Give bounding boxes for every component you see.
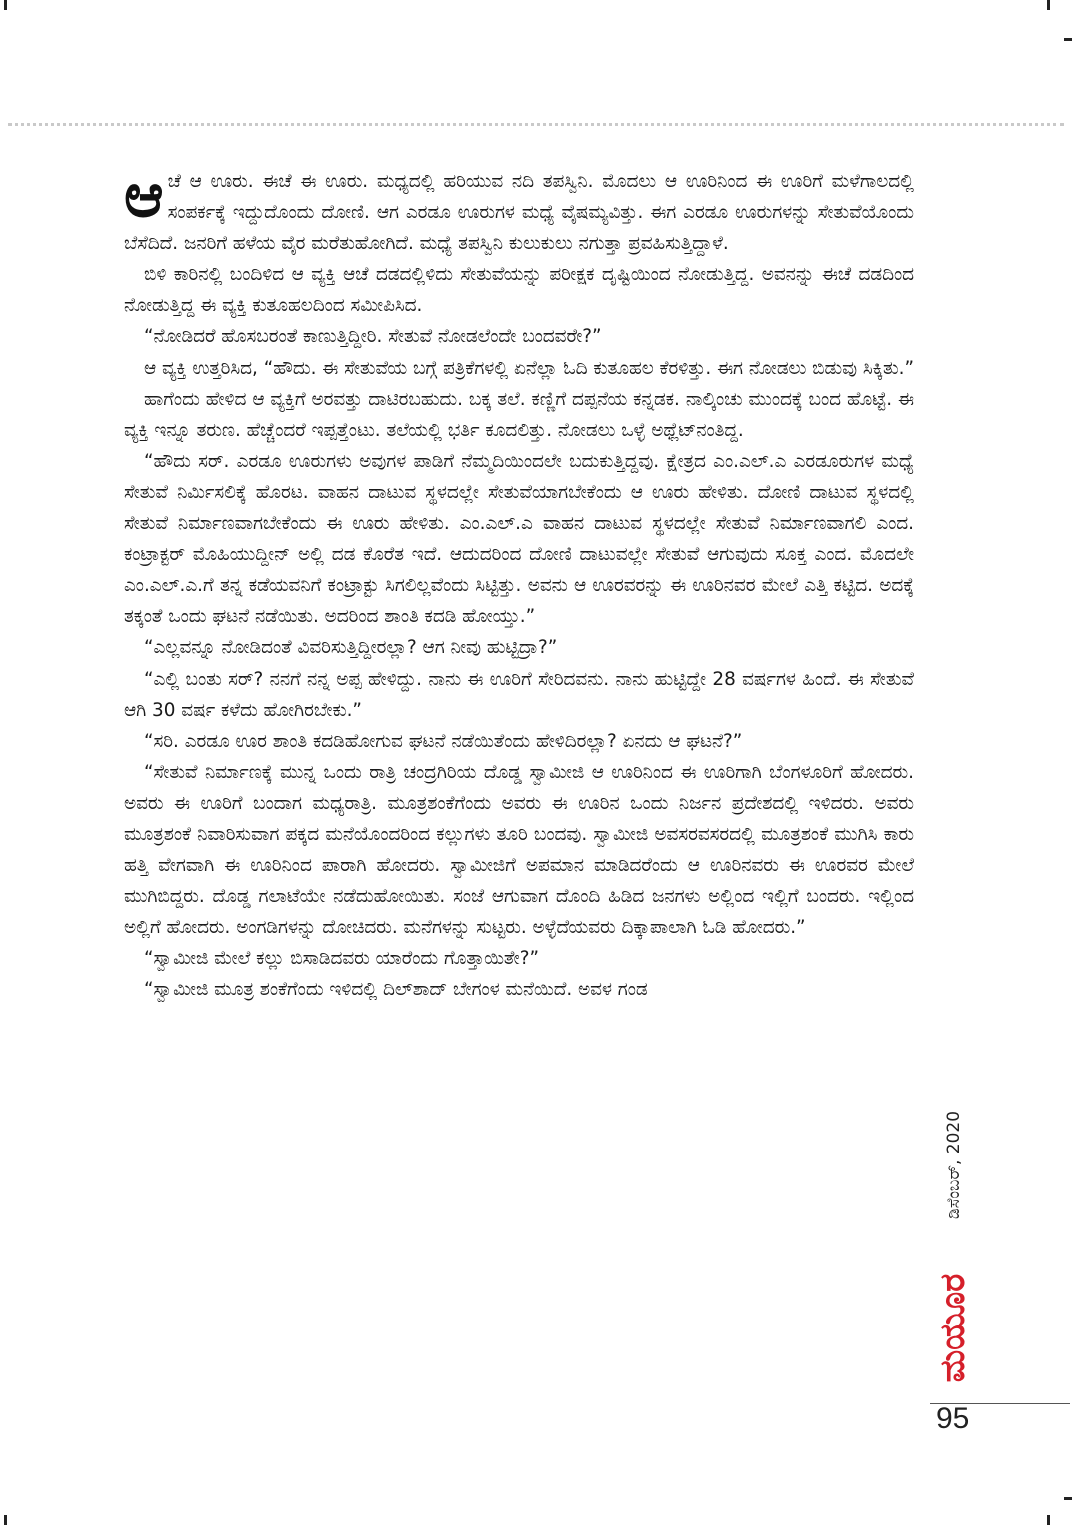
crop-mark-bottom-right (1047, 1515, 1050, 1525)
magazine-logo: ಮಯೂರ (933, 1273, 973, 1383)
article-body (124, 161, 914, 1006)
article-paragraph: “ಎಲ್ಲಿ ಬಂತು ಸರ್? ನನಗೆ ನನ್ನ ಅಪ್ಪ ಹೇಳಿದ್ದು. ನಾನು ಈ ಊರಿಗೆ ಸೇರಿದವನು. ನಾನು ಹುಟ್ಟಿದ್ದೇ 28 ವರ್ಷಗಳ ಹಿಂದೆ. ಈ ಸೇತುವೆ ಆಗಿ 30 ವರ್ಷ ಕಳೆದು ಹೋಗಿರಬೇಕು.” (124, 668, 914, 721)
crop-mark-right-lower (1064, 1497, 1072, 1500)
article-paragraph: “ಹೌದು ಸರ್. ಎರಡೂ ಊರುಗಳು ಅವುಗಳ ಪಾಡಿಗೆ ನೆಮ್ಮದಿಯಿಂದಲೇ ಬದುಕುತ್ತಿದ್ದವು. ಕ್ಷೇತ್ರದ ಎಂ.ಎಲ್.ಎ ಎರಡೂರುಗಳ ಮಧ್ಯೆ ಸೇತುವೆ ನಿರ್ಮಿಸಲಿಕ್ಕೆ ಹೊರಟ. ವಾಹನ ದಾಟುವ ಸ್ಥಳದಲ್ಲೇ ಸೇತುವೆಯಾಗಬೇಕೆಂದು ಆ ಊರು ಹೇಳಿತು. ದೋಣಿ ದಾಟುವ ಸ್ಥಳದಲ್ಲಿ ಸೇತುವೆ ನಿರ್ಮಾಣವಾಗಬೇಕೆಂದು ಈ ಊರು ಹೇಳಿತು. ಎಂ.ಎಲ್.ಎ ವಾಹನ ದಾಟುವ ಸ್ಥಳದಲ್ಲೇ ಸೇತುವೆ ನಿರ್ಮಾಣವಾಗಲಿ ಎಂದ. ಕಂಟ್ರಾಕ್ಟರ್ ಮೊಹಿಯುದ್ದೀನ್ ಅಲ್ಲಿ ದಡ ಕೊರೆತ ಇದೆ. ಆದುದರಿಂದ ದೋಣಿ ದಾಟುವಲ್ಲೇ ಸೇತುವೆ ಆಗುವುದು ಸೂಕ್ತ ಎಂದ. ಮೊದಲೇ ಎಂ.ಎಲ್.ಎ.ಗೆ ತನ್ನ ಕಡೆಯವನಿಗೆ ಕಂಟ್ರಾಕ್ಟು ಸಿಗಲಿಲ್ಲವೆಂದು ಸಿಟ್ಟಿತ್ತು. ಅವನು ಆ ಊರವರನ್ನು ಈ ಊರಿನವರ ಮೇಲೆ ಎತ್ತಿ ಕಟ್ಟಿದ. ಅದಕ್ಕೆ ತಕ್ಕಂತೆ ಒಂದು ಘಟನೆ ನಡೆಯಿತು. ಅದರಿಂದ ಶಾಂತಿ ಕದಡಿ ಹೋಯ್ತು.” (124, 450, 914, 628)
article-paragraph: ಆಚೆ ಆ ಊರು. ಈಚೆ ಈ ಊರು. ಮಧ್ಯದಲ್ಲಿ ಹರಿಯುವ ನದಿ ತಪಸ್ವಿನಿ. ಮೊದಲು ಆ ಊರಿನಿಂದ ಈ ಊರಿಗೆ ಮಳೆಗಾಲದಲ್ಲಿ ಸಂಪರ್ಕಕ್ಕೆ ಇದ್ದುದೊಂದು ದೋಣಿ. ಆಗ ಎರಡೂ ಊರುಗಳ ಮಧ್ಯೆ ವೈಷಮ್ಯವಿತ್ತು. ಈಗ ಎರಡೂ ಊರುಗಳನ್ನು ಸೇತುವೆಯೊಂದು ಬೆಸೆದಿದೆ. ಜನರಿಗೆ ಹಳೆಯ ವೈರ ಮರೆತುಹೋಗಿದೆ. ಮಧ್ಯೆ ತಪಸ್ವಿನಿ ಕುಲುಕುಲು ನಗುತ್ತಾ ಪ್ರವಹಿಸುತ್ತಿದ್ದಾಳೆ. (124, 161, 914, 255)
page-number: 95 (936, 1402, 970, 1435)
article-paragraph: “ಸೇತುವೆ ನಿರ್ಮಾಣಕ್ಕೆ ಮುನ್ನ ಒಂದು ರಾತ್ರಿ ಚಂದ್ರಗಿರಿಯ ದೊಡ್ಡ ಸ್ವಾಮೀಜಿ ಆ ಊರಿನಿಂದ ಈ ಊರಿಗಾಗಿ ಬೆಂಗಳೂರಿಗೆ ಹೋದರು. ಅವರು ಈ ಊರಿಗೆ ಬಂದಾಗ ಮಧ್ಯರಾತ್ರಿ. ಮೂತ್ರಶಂಕೆಗೆಂದು ಅವರು ಈ ಊರಿನ ಒಂದು ನಿರ್ಜನ ಪ್ರದೇಶದಲ್ಲಿ ಇಳಿದರು. ಅವರು ಮೂತ್ರಶಂಕೆ ನಿವಾರಿಸುವಾಗ ಪಕ್ಕದ ಮನೆಯೊಂದರಿಂದ ಕಲ್ಲುಗಳು ತೂರಿ ಬಂದವು. ಸ್ವಾಮೀಜಿ ಅವಸರವಸರದಲ್ಲಿ ಮೂತ್ರಶಂಕೆ ಮುಗಿಸಿ ಕಾರು ಹತ್ತಿ ವೇಗವಾಗಿ ಈ ಊರಿನಿಂದ ಪಾರಾಗಿ ಹೋದರು. ಸ್ವಾಮೀಜಿಗೆ ಅಪಮಾನ ಮಾಡಿದರೆಂದು ಆ ಊರಿನವರು ಈ ಊರವರ ಮೇಲೆ ಮುಗಿಬಿದ್ದರು. ದೊಡ್ಡ ಗಲಾಟೆಯೇ ನಡೆದುಹೋಯಿತು. ಸಂಜೆ ಆಗುವಾಗ ದೊಂದಿ ಹಿಡಿದ ಜನಗಳು ಅಲ್ಲಿಂದ ಇಲ್ಲಿಗೆ ಬಂದರು. ಇಲ್ಲಿಂದ ಅಲ್ಲಿಗೆ ಹೋದರು. ಅಂಗಡಿಗಳನ್ನು ದೋಚಿದರು. ಮನೆಗಳನ್ನು ಸುಟ್ಟರು. ಅಳ್ಳೆದೆಯವರು ದಿಕ್ಕಾಪಾಲಾಗಿ ಓಡಿ ಹೋದರು.” (124, 761, 914, 939)
crop-mark-top-right (1047, 0, 1050, 10)
article-paragraph: “ಎಲ್ಲವನ್ನೂ ನೋಡಿದಂತೆ ವಿವರಿಸುತ್ತಿದ್ದೀರಲ್ಲಾ? ಆಗ ನೀವು ಹುಟ್ಟಿದ್ರಾ?” (144, 637, 558, 659)
article-paragraph: ಬಿಳಿ ಕಾರಿನಲ್ಲಿ ಬಂದಿಳಿದ ಆ ವ್ಯಕ್ತಿ ಆಚೆ ದಡದಲ್ಲಿಳಿದು ಸೇತುವೆಯನ್ನು ಪರೀಕ್ಷಕ ದೃಷ್ಟಿಯಿಂದ ನೋಡುತ್ತಿದ್ದ. ಅವನನ್ನು ಈಚೆ ದಡದಿಂದ ನೋಡುತ್ತಿದ್ದ ಈ ವ್ಯಕ್ತಿ ಕುತೂಹಲದಿಂದ ಸಮೀಪಿಸಿದ. (124, 264, 914, 317)
article-paragraph: “ಸರಿ. ಎರಡೂ ಊರ ಶಾಂತಿ ಕದಡಿಹೋಗುವ ಘಟನೆ ನಡೆಯಿತೆಂದು ಹೇಳಿದಿರಲ್ಲಾ? ಏನದು ಆ ಘಟನೆ?” (144, 730, 743, 752)
crop-mark-top-left (4, 0, 7, 10)
article-paragraph: “ಸ್ವಾಮೀಜಿ ಮೂತ್ರ ಶಂಕೆಗೆಂದು ಇಳಿದಲ್ಲಿ ದಿಲ್‌ಶಾದ್ ಬೇಗಂಳ ಮನೆಯಿದೆ. ಅವಳ ಗಂಡ (144, 979, 648, 1001)
article-paragraph: ಹಾಗೆಂದು ಹೇಳಿದ ಆ ವ್ಯಕ್ತಿಗೆ ಅರವತ್ತು ದಾಟಿರಬಹುದು. ಬಕ್ಕ ತಲೆ. ಕಣ್ಣಿಗೆ ದಪ್ಪನೆಯ ಕನ್ನಡಕ. ನಾಲ್ಕಿಂಚು ಮುಂದಕ್ಕೆ ಬಂದ ಹೊಟ್ಟೆ. ಈ ವ್ಯಕ್ತಿ ಇನ್ನೂ ತರುಣ. ಹೆಚ್ಚೆಂದರೆ ಇಪ್ಪತ್ತೆಂಟು. ತಲೆಯಲ್ಲಿ ಭರ್ತಿ ಕೂದಲಿತ್ತು. ನೋಡಲು ಒಳ್ಳೆ ಅಥ್ಲೆಟ್‌ನಂತಿದ್ದ. (124, 388, 914, 441)
crop-mark-bottom-left (4, 1515, 7, 1525)
article-paragraph: “ಸ್ವಾಮೀಜಿ ಮೇಲೆ ಕಲ್ಲು ಬಿಸಾಡಿದವರು ಯಾರೆಂದು ಗೊತ್ತಾಯಿತೇ?” (144, 948, 539, 970)
issue-date: ಡಿಸೆಂಬರ್, 2020 (944, 1110, 964, 1220)
article-paragraph: ಆ ವ್ಯಕ್ತಿ ಉತ್ತರಿಸಿದ, “ಹೌದು. ಈ ಸೇತುವೆಯ ಬಗ್ಗೆ ಪತ್ರಿಕೆಗಳಲ್ಲಿ ಏನೆಲ್ಲಾ ಓದಿ ಕುತೂಹಲ ಕೆರಳಿತ್ತು. ಈಗ ನೋಡಲು ಬಿಡುವು ಸಿಕ್ಕಿತು.” (144, 357, 914, 379)
crop-mark-right-upper (1064, 38, 1072, 41)
header-dotted-rule (8, 123, 1064, 126)
article-paragraph: “ನೋಡಿದರೆ ಹೊಸಬರಂತೆ ಕಾಣುತ್ತಿದ್ದೀರಿ. ಸೇತುವೆ ನೋಡಲೆಂದೇ ಬಂದವರೇ?” (144, 326, 602, 348)
drop-cap: ಆ (124, 161, 164, 231)
